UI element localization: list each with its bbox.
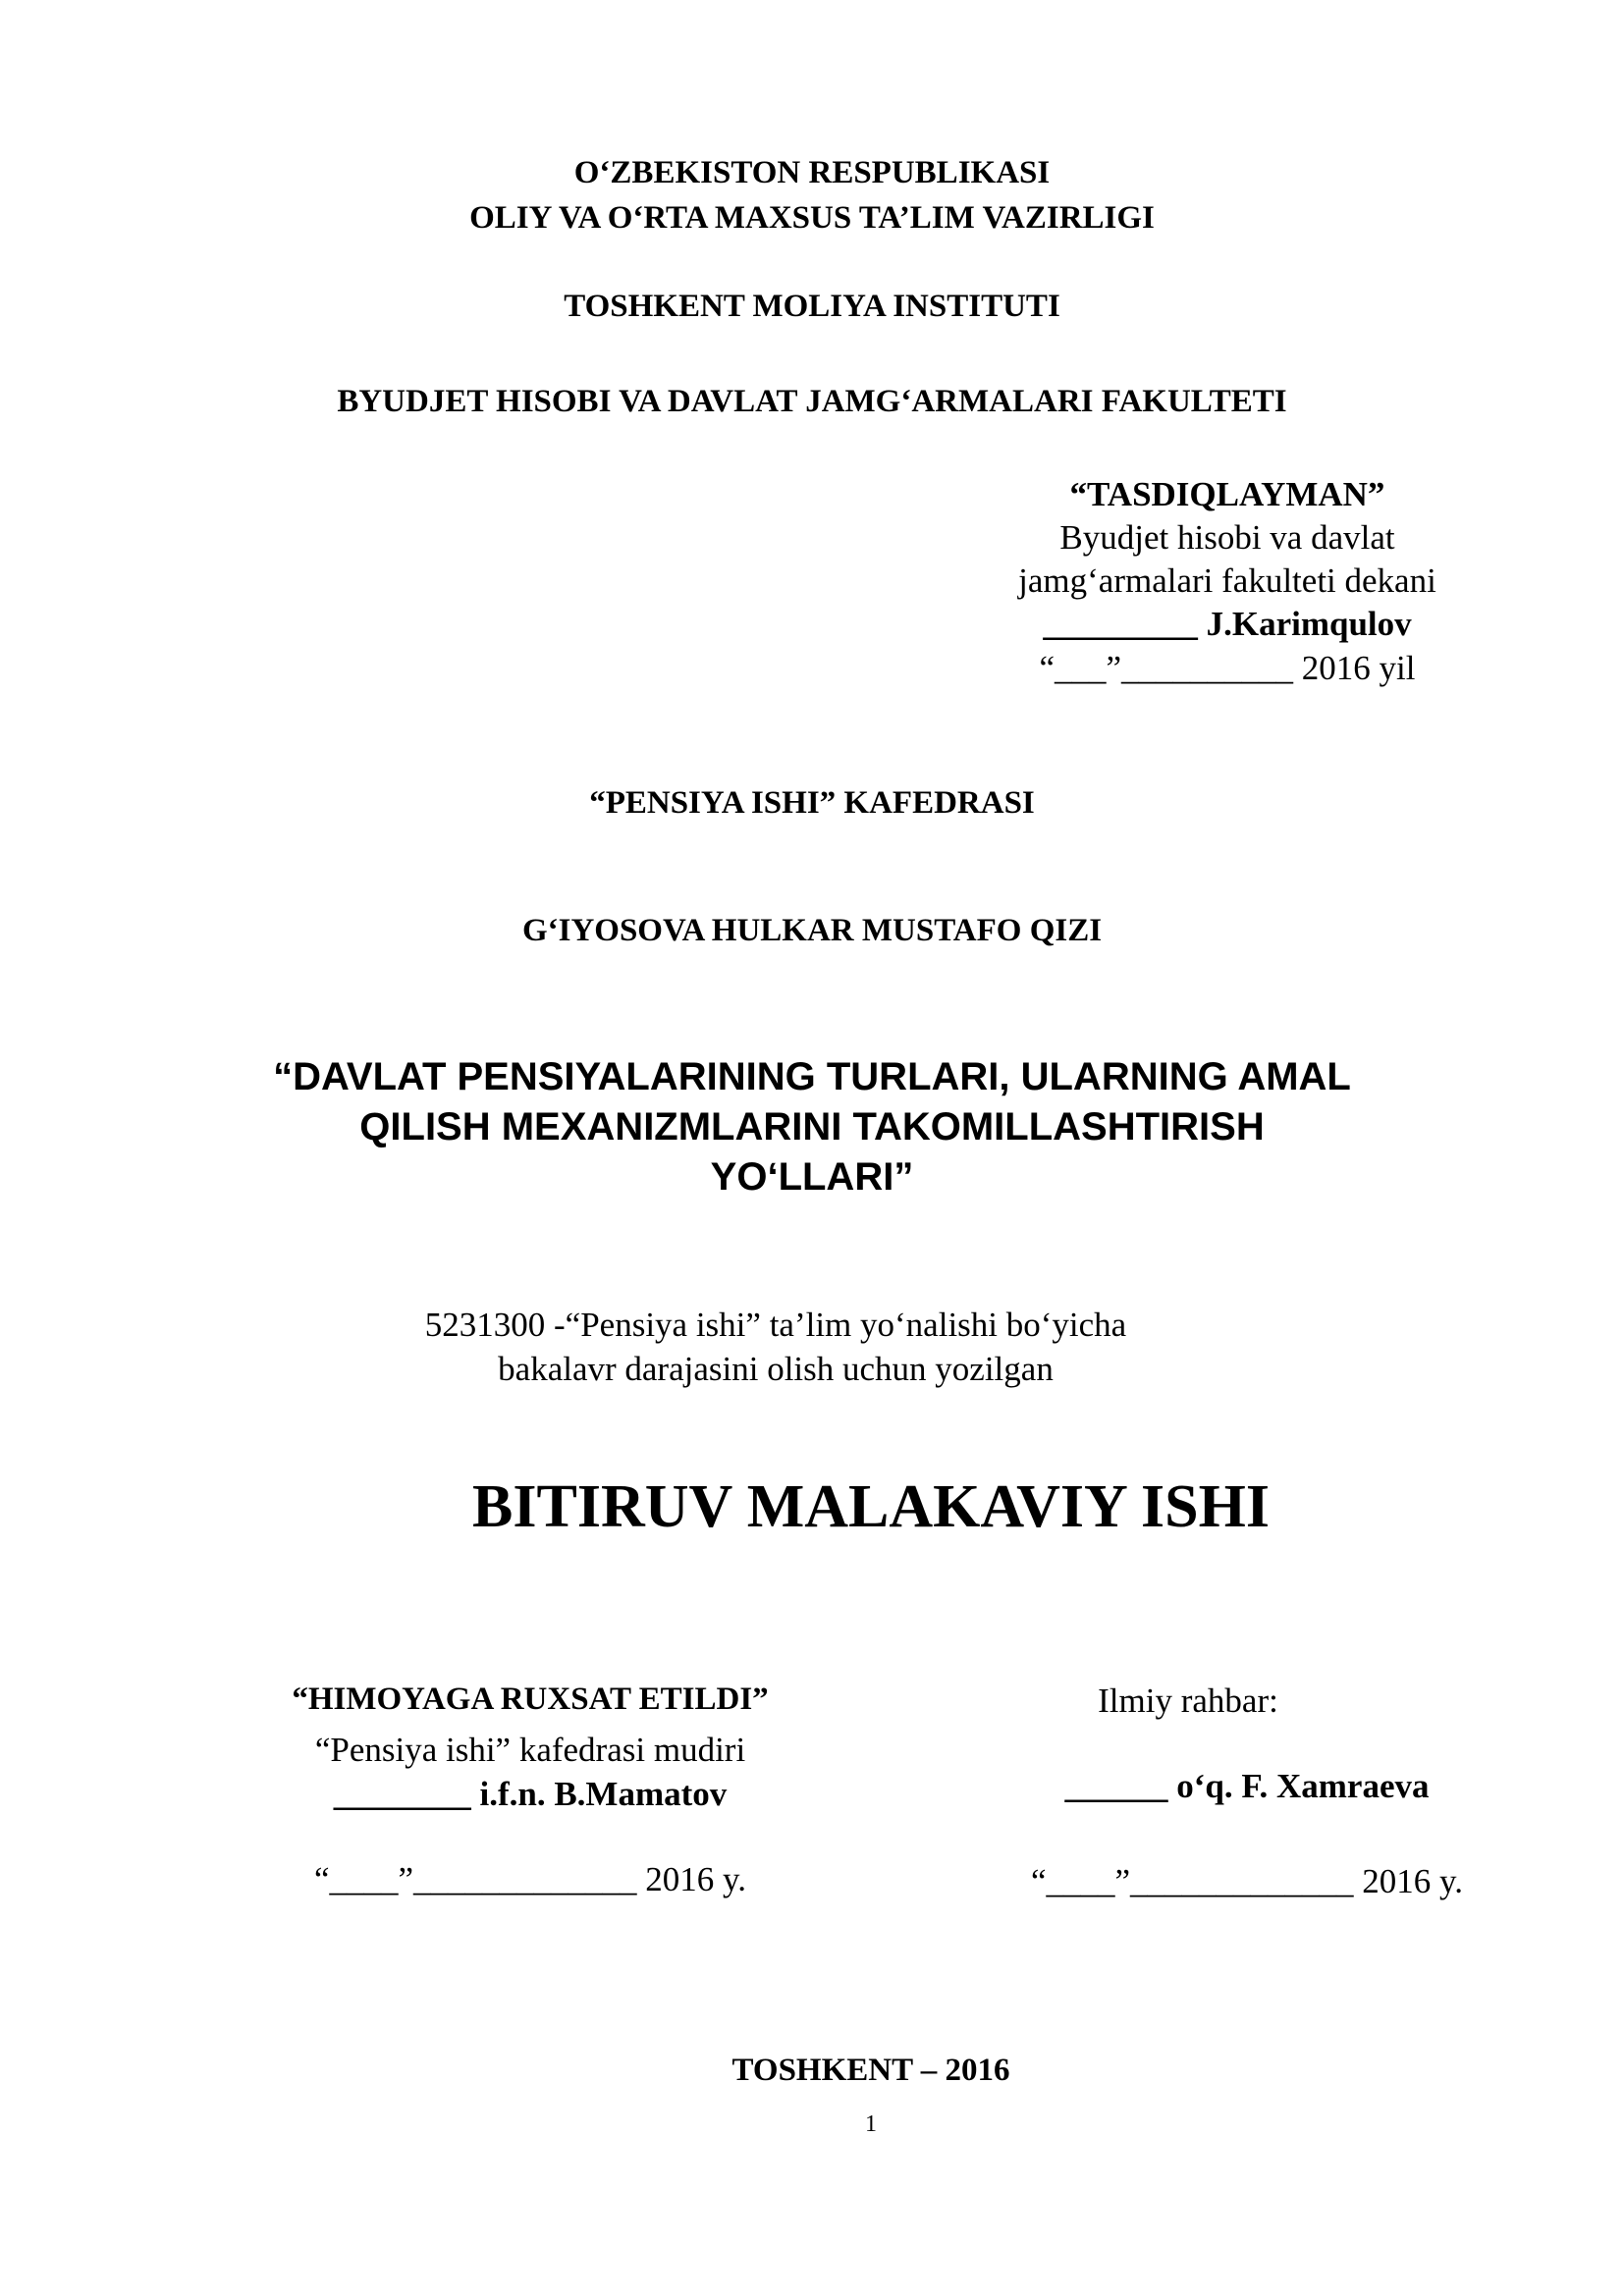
approval-signature: _________ J.Karimqulov xyxy=(1043,605,1412,643)
approval-title: “TASDIQLAYMAN” xyxy=(1069,475,1385,513)
topic-line2: QILISH MEXANIZMLARINI TAKOMILLASHTIRISH xyxy=(359,1105,1265,1148)
author-name: G‘IYOSOVA HULKAR MUSTAFO QIZI xyxy=(521,913,1103,948)
defense-date: “____”_____________ 2016 y. xyxy=(313,1860,747,1898)
institute-name: TOSHKENT MOLIYA INSTITUTI xyxy=(564,289,1060,324)
department-name: “PENSIYA ISHI” KAFEDRASI xyxy=(589,785,1035,821)
work-type: BITIRUV MALAKAVIY ISHI xyxy=(472,1473,1270,1540)
defense-signature: ________ i.f.n. B.Mamatov xyxy=(333,1775,728,1813)
faculty-name: BYUDJET HISOBI VA DAVLAT JAMG‘ARMALARI FAKULTETI xyxy=(337,384,1287,419)
approval-line2: jamg‘armalari fakulteti dekani xyxy=(1018,561,1436,600)
supervisor-date: “____”_____________ 2016 y. xyxy=(1030,1862,1464,1900)
approval-line1: Byudjet hisobi va davlat xyxy=(1059,518,1395,557)
defense-line1: “Pensiya ishi” kafedrasi mudiri xyxy=(314,1731,746,1769)
supervisor-title: Ilmiy rahbar: xyxy=(1098,1682,1278,1720)
city-year: TOSHKENT – 2016 xyxy=(731,2053,1010,2088)
ministry-line1: O‘ZBEKISTON RESPUBLIKASI xyxy=(573,155,1051,190)
approval-date: “___”__________ 2016 yil xyxy=(1039,649,1416,687)
topic-line1: “DAVLAT PENSIYALARINING TURLARI, ULARNING AMAL xyxy=(273,1055,1351,1098)
topic-line3: YO‘LLARI” xyxy=(710,1155,914,1199)
page-number: 1 xyxy=(865,2111,877,2137)
purpose-line1: 5231300 -“Pensiya ishi” ta’lim yo‘nalishi bo‘yicha xyxy=(424,1306,1127,1344)
defense-title: “HIMOYAGA RUXSAT ETILDI” xyxy=(292,1682,769,1717)
purpose-line2: bakalavr darajasini olish uchun yozilgan xyxy=(498,1350,1054,1388)
ministry-line2: OLIY VA O‘RTA MAXSUS TA’LIM VAZIRLIGI xyxy=(469,200,1155,236)
supervisor-signature: ______ o‘q. F. Xamraeva xyxy=(1064,1767,1430,1805)
